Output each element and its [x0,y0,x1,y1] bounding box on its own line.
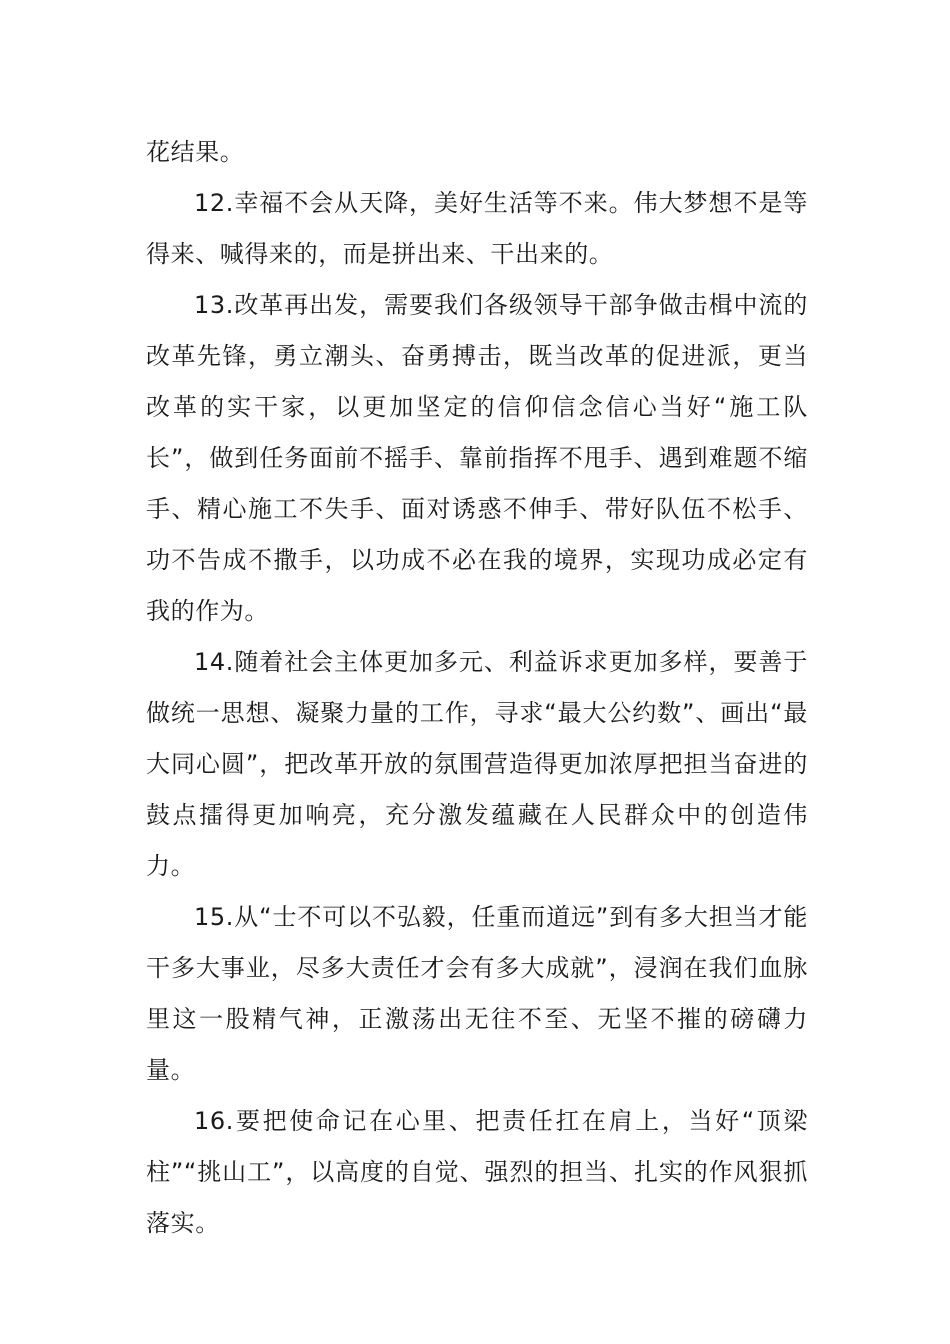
paragraph-item-12: 12.幸福不会从天降，美好生活等不来。伟大梦想不是等得来、喊得来的，而是拼出来、干出来的。 [146,189,808,268]
paragraph-item-16: 16.要把使命记在心里、把责任扛在肩上，当好“顶梁柱”“挑山工”，以高度的自觉、强烈的担当、扎实的作风狠抓落实。 [146,1107,808,1237]
paragraph-item-13: 13.改革再出发，需要我们各级领导干部争做击楫中流的改革先锋，勇立潮头、奋勇搏击，既当改革的促进派，更当改革的实干家，以更加坚定的信仰信念信心当好“施工队长”，做到任务面前不摇手、靠前指挥不甩手、遇到难题不缩手、精心施工不失手、面对诱惑不伸手、带好队伍不松手、功不告成不撒手，以功成不必在我的境界，实现功成必定有我的作为。 [146,291,808,625]
paragraph-continuation: 花结果。 [146,138,245,166]
paragraph-item-15: 15.从“士不可以不弘毅，任重而道远”到有多大担当才能干多大事业，尽多大责任才会有多大成就”，浸润在我们血脉里这一股精气神，正激荡出无往不至、无坚不摧的磅礴力量。 [146,903,808,1084]
document-body [146,127,808,1249]
paragraph-item-14: 14.随着社会主体更加多元、利益诉求更加多样，要善于做统一思想、凝聚力量的工作，寻求“最大公约数”、画出“最大同心圆”，把改革开放的氛围营造得更加浓厚把担当奋进的鼓点擂得更加响亮，充分激发蕴藏在人民群众中的创造伟力。 [146,648,808,880]
